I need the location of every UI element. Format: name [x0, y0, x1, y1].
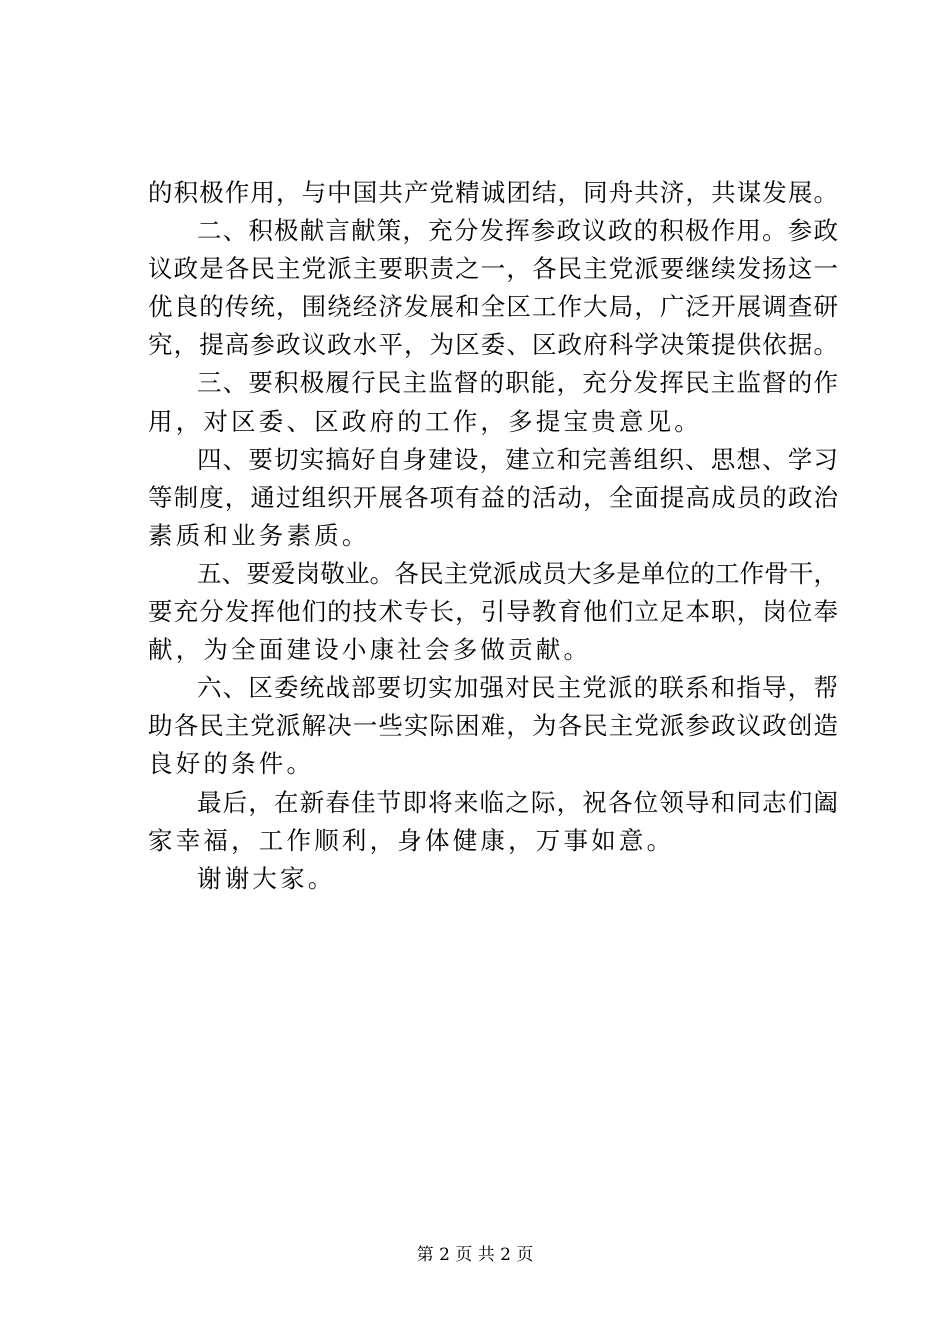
text-line: 献，为全面建设小康社会多做贡献。 [148, 635, 592, 665]
text-line: 二、积极献言献策，充分发挥参政议政的积极作用。参政 [197, 216, 838, 246]
text-line: 四、要切实搞好自身建设，建立和完善组织、思想、学习 [197, 444, 838, 474]
text-line: 等制度，通过组织开展各项有益的活动，全面提高成员的政治 [148, 482, 838, 512]
text-line: 素质和业务素质。 [148, 520, 370, 550]
text-line: 议政是各民主党派主要职责之一，各民主党派要继续发扬这一 [148, 254, 838, 284]
text-line: 要充分发挥他们的技术专长，引导教育他们立足本职，岗位奉 [148, 597, 838, 627]
text-line: 五、要爱岗敬业。各民主党派成员大多是单位的工作骨干， [197, 558, 838, 588]
text-line: 的积极作用，与中国共产党精诚团结，同舟共济，共谋发展。 [148, 178, 838, 207]
page-number-footer: 第 2 页 共 2 页 [416, 1245, 534, 1265]
document-body [148, 174, 838, 898]
text-line: 三、要积极履行民主监督的职能，充分发挥民主监督的作 [197, 368, 838, 398]
text-line: 用，对区委、区政府的工作，多提宝贵意见。 [148, 406, 702, 436]
text-line: 家幸福，工作顺利，身体健康，万事如意。 [148, 825, 675, 855]
text-line: 谢谢大家。 [197, 863, 336, 893]
text-line: 助各民主党派解决一些实际困难，为各民主党派参政议政创造 [148, 711, 838, 741]
text-line: 究，提高参政议政水平，为区委、区政府科学决策提供依据。 [148, 330, 838, 360]
text-line: 六、区委统战部要切实加强对民主党派的联系和指导，帮 [197, 673, 838, 703]
text-line: 最后，在新春佳节即将来临之际，祝各位领导和同志们阖 [197, 787, 838, 817]
text-line: 良好的条件。 [148, 749, 315, 779]
text-line: 优良的传统，围绕经济发展和全区工作大局，广泛开展调查研 [148, 292, 838, 322]
